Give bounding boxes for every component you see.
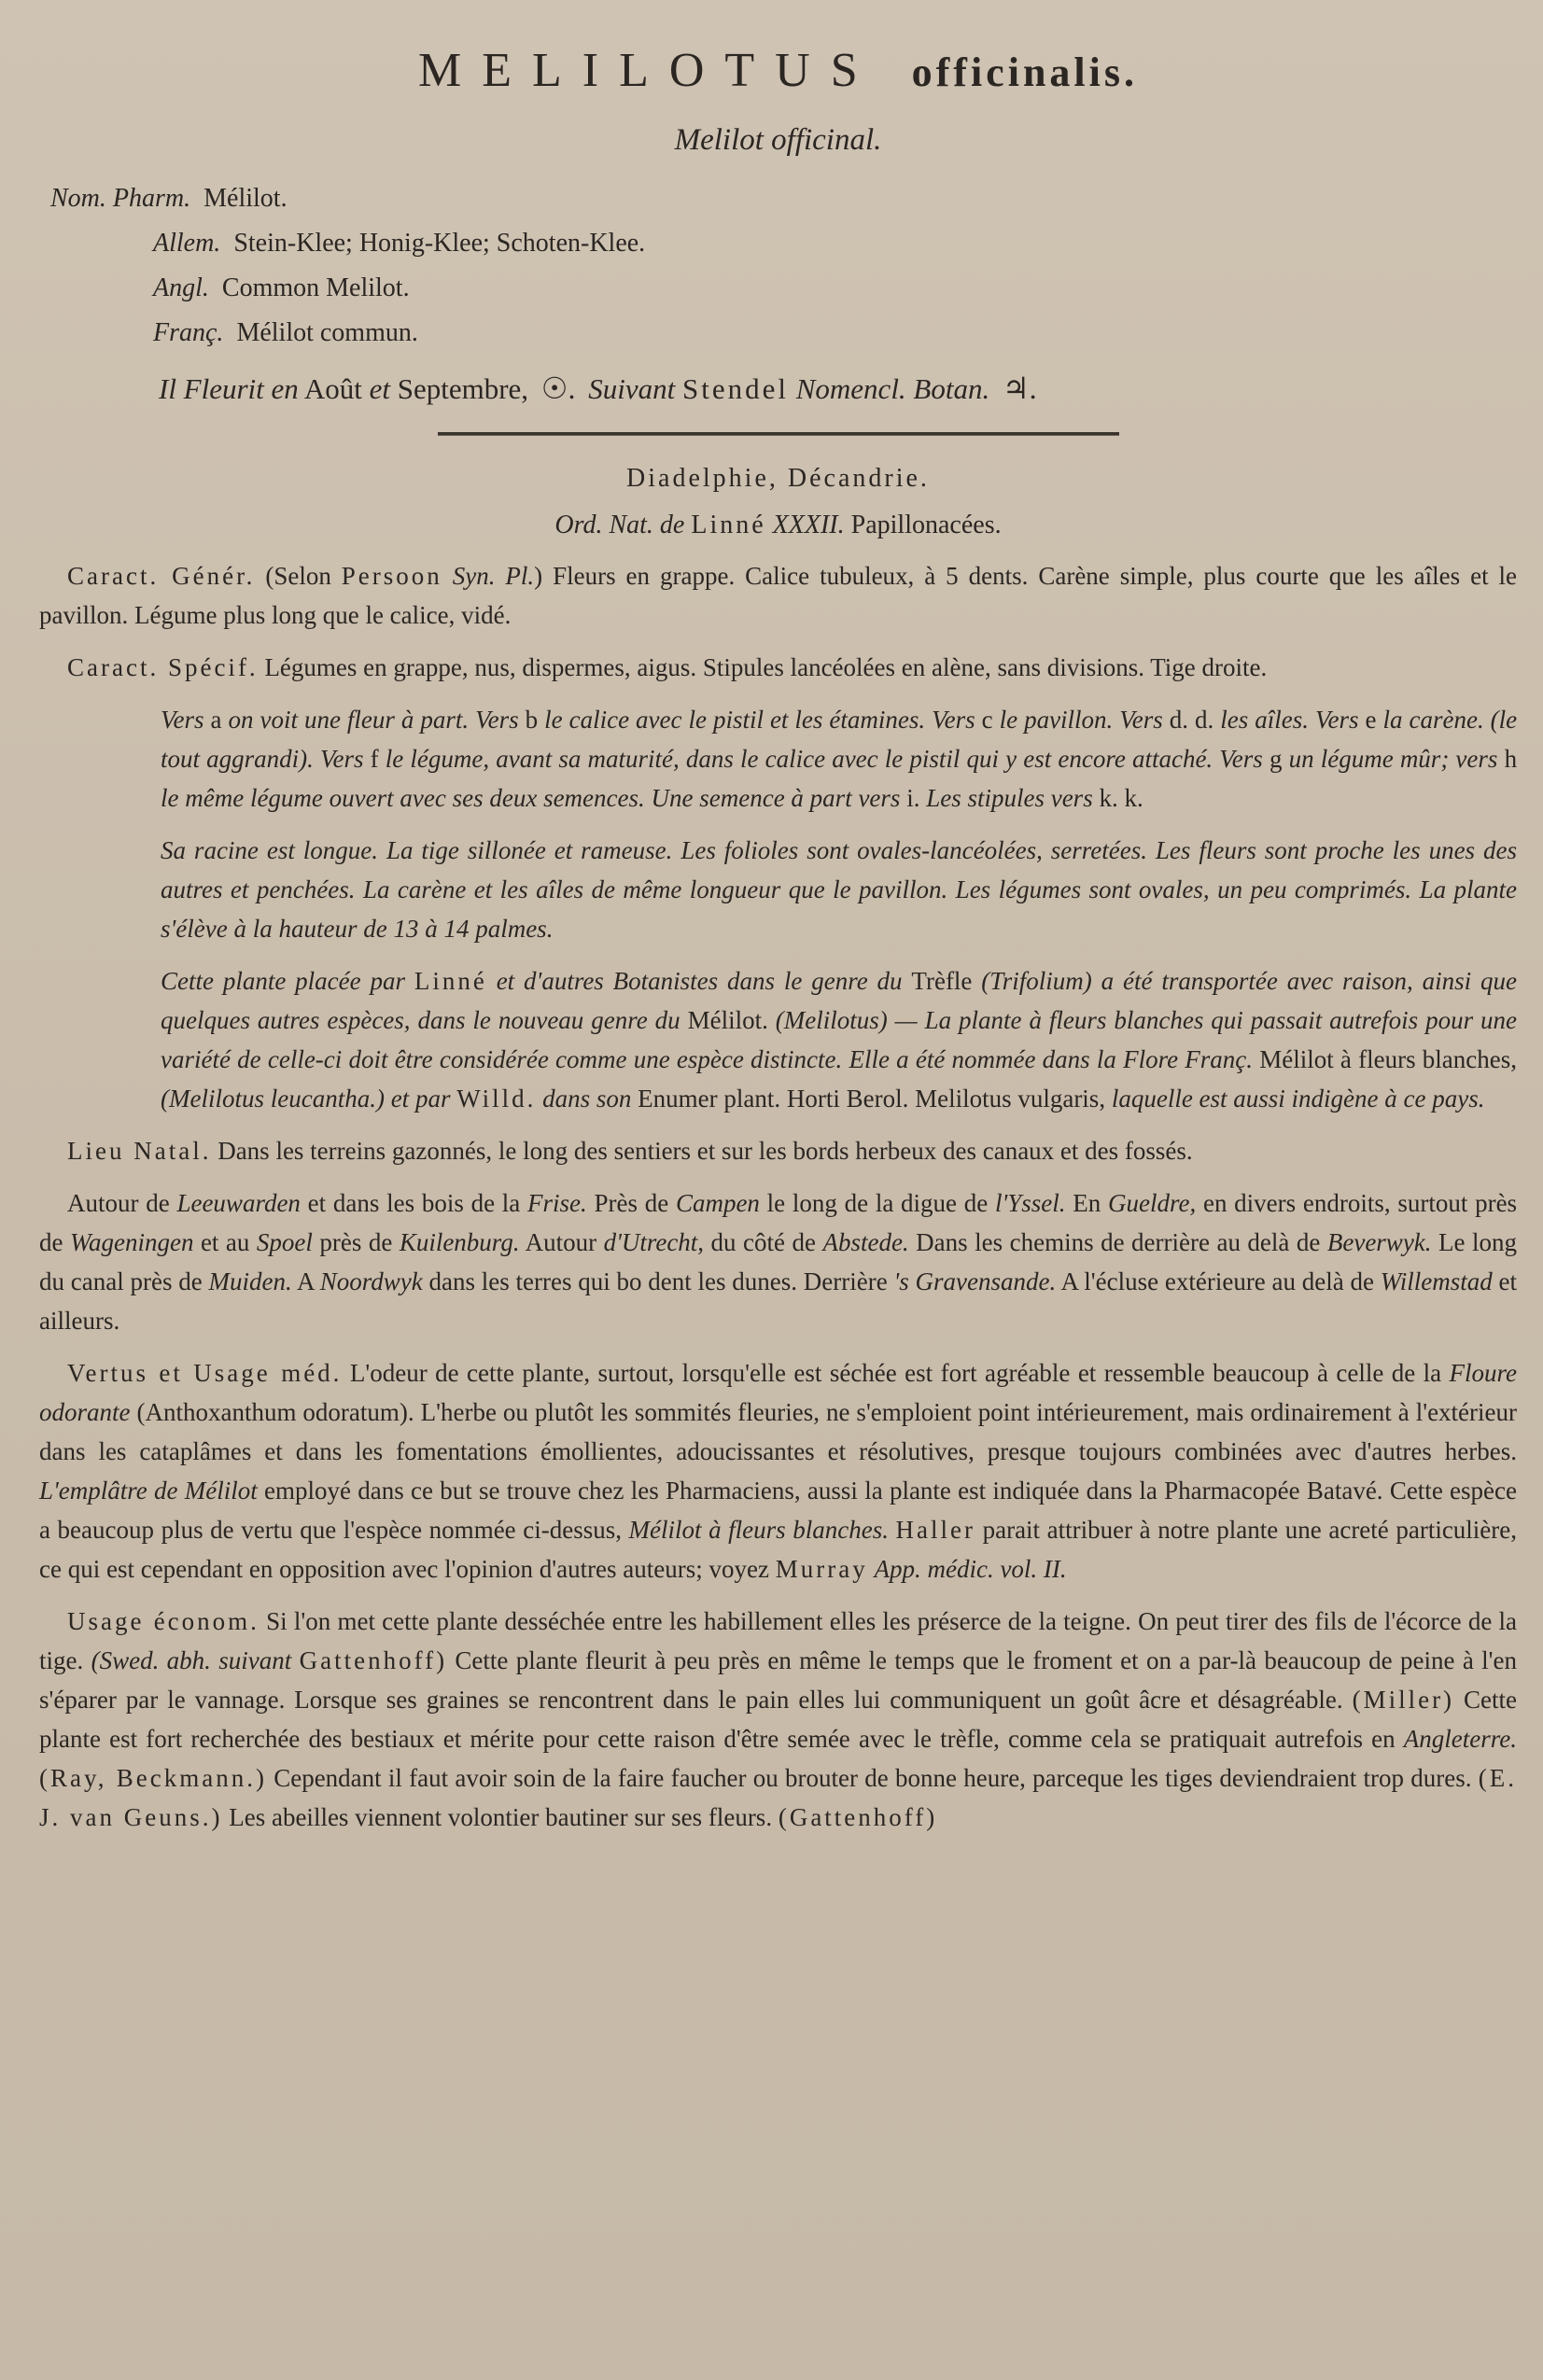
paragraph-text: (Anthoxanthum odoratum). L'herbe ou plutôt les sommités fleuries, ne s'emploient point intérieurement, mais ordinairement à l'extérieur dans les cataplâmes et dans les fomentations émollientes, adoucissantes et résolutives, presque toujours combinées avec d'autres herbes. (39, 1398, 1517, 1465)
legend-text: Vers (161, 706, 204, 734)
legend-text: la carène. (le tout aggrandi). Vers (161, 706, 1518, 773)
order-text: Ord. Nat. de (554, 511, 685, 539)
place-name: Willemstad (1380, 1267, 1493, 1295)
reference: Syn. Pl. (452, 562, 535, 590)
paragraph-text: Cette plante fleurit à peu près en même le temps que le froment et on a par-là beaucoup de peine à l'en s'éparer par le vannage. Lorsque ses graines se rencontrent dans le pain elles lui communiquent un goût âcre et désagréable. (39, 1646, 1517, 1714)
paragraph-text: employé dans ce but se trouve chez les Pharmaciens, aussi la plante est indiquée dans la Pharmacopée Batavé. Cette espèce a beaucoup plus de vertu que l'espèce nommée ci-dessus, (39, 1477, 1518, 1544)
place-name: Angleterre. (1403, 1725, 1517, 1753)
figure-letter: d. d. (1169, 706, 1214, 734)
section-label: Usage économ. (67, 1607, 260, 1635)
caract-gener-paragraph (39, 556, 1517, 635)
figure-legend (161, 700, 1517, 818)
remark-text: (Trifolium) (981, 967, 1092, 995)
place-name: Noordwyk (319, 1267, 423, 1295)
locality-text: A (296, 1267, 314, 1295)
order-number: XXXII. (772, 511, 845, 539)
place-name: 's Gravensande. (893, 1267, 1057, 1295)
genus-name: MELILOTUS (418, 44, 878, 97)
french-name: Melilot officinal. (674, 123, 882, 157)
locality-text: Autour (525, 1228, 597, 1256)
paragraph-text: Dans les terreins gazonnés, le long des sentiers et sur les bords herbeux des canaux et des fossés. (217, 1137, 1193, 1165)
legend-text: le calice avec le pistil et les étamines. Vers (544, 706, 975, 734)
figure-letter: k. k. (1099, 784, 1143, 812)
place-name: Wageningen (69, 1228, 194, 1256)
place-name: Muiden. (208, 1267, 292, 1295)
species-name: officinalis. (911, 49, 1138, 95)
legend-text: le pavillon. Vers (999, 706, 1163, 734)
flowering-text: Il Fleurit en (159, 372, 299, 405)
remark-text: Cette plante placée par (161, 967, 405, 995)
nom-value: Mélilot. (203, 184, 288, 213)
nom-value: Common Melilot. (221, 273, 410, 302)
author-name: Persoon (341, 562, 442, 590)
author-name: Linné (414, 967, 487, 995)
paragraph-text: (Selon (265, 562, 331, 590)
paragraph-text: Cependant il faut avoir soin de la faire faucher ou brouter de bonne heure, parceque les tiges deviendraient trop dures. (274, 1764, 1472, 1792)
order-line (39, 502, 1517, 549)
legend-text: le légume, avant sa maturité, dans le calice avec le pistil qui y est encore attaché. Vers (385, 745, 1263, 773)
flowering-line (159, 371, 1517, 406)
section-label: Caract. Génér. (67, 562, 256, 590)
remark-text: (Melilotus) — La plante à fleurs blanches qui passait autrefois pour une variété de celle-ci doit être considérée comme une espèce distincte. Elle a été nommée dans la Flore Franç. (161, 1006, 1517, 1073)
preparation-name: L'emplâtre de Mélilot (39, 1477, 258, 1505)
place-name: l'Yssel. (994, 1189, 1066, 1217)
paragraph-text: Les abeilles viennent volontier bautiner sur ses fleurs. (229, 1803, 773, 1831)
author-name: Haller (895, 1516, 976, 1544)
place-name: Gueldre, (1108, 1189, 1197, 1217)
figure-letter: e (1365, 706, 1377, 734)
figure-letter: g (1269, 745, 1283, 773)
locality-text: dans les terres qui bo dent les dunes. Derrière (428, 1267, 888, 1295)
classification (39, 455, 1517, 549)
nom-label: Allem. (153, 229, 221, 258)
remark-text: laquelle est aussi indigène à ce pays. (1111, 1085, 1485, 1113)
figure-letter: b (525, 706, 539, 734)
order-author: Linné (691, 511, 766, 539)
place-name: Kuilenburg. (399, 1228, 520, 1256)
locality-text: Près de (594, 1189, 669, 1217)
genus-ref: Melilotus vulgaris, (915, 1085, 1106, 1113)
remark-text: et par (390, 1085, 451, 1113)
place-name: Campen (675, 1189, 760, 1217)
reference: Enumer plant. Horti Berol. (638, 1085, 909, 1113)
plant-name: Floure odorante (39, 1359, 1518, 1426)
nom-label: Nom. Pharm. (50, 184, 191, 213)
plant-name: Mélilot à fleurs blanches. (628, 1516, 889, 1544)
body-text (39, 556, 1517, 1837)
lieu-natal-paragraph (39, 1131, 1517, 1170)
page-title (39, 44, 1517, 97)
perennial-symbol-icon: ♃. (1002, 371, 1037, 405)
remark-text: dans son (542, 1085, 632, 1113)
locality-text: près de (319, 1228, 393, 1256)
reference: App. médic. vol. II. (874, 1555, 1067, 1583)
remark-text: (Melilotus leucantha.) (161, 1085, 385, 1113)
flowering-text: Suivant (588, 372, 676, 405)
nomenclature-list (50, 176, 1517, 356)
flowering-month: Août (303, 372, 362, 405)
nom-row-franc (50, 311, 1517, 356)
locality-text: Le long du canal près de (39, 1228, 1517, 1295)
place-name: Frise. (527, 1189, 587, 1217)
author-name: Willd. (456, 1085, 537, 1113)
locality-text: Dans les chemins de derrière au delà de (916, 1228, 1321, 1256)
flowering-text: et (369, 372, 390, 405)
place-name: Abstede. (822, 1228, 909, 1256)
genus-ref: Mélilot à fleurs blanches, (1259, 1045, 1517, 1073)
author-name: Gattenhoff) (299, 1646, 448, 1674)
remarks-paragraph (161, 961, 1517, 1118)
divider-rule (438, 432, 1119, 435)
nom-label: Angl. (153, 273, 209, 302)
annual-symbol-icon: ☉. (540, 371, 576, 405)
paragraph-text: Légumes en grappe, nus, dispermes, aigus. Stipules lancéolées en alène, sans divisions. Tige droite. (264, 653, 1268, 681)
figure-letter: a (210, 706, 222, 734)
paragraph-text: L'odeur de cette plante, surtout, lorsqu'elle est séchée est fort agréable et ressemble beaucoup à celle de la (349, 1359, 1442, 1387)
legend-text: on voit une fleur à part. Vers (228, 706, 519, 734)
figure-letter: h (1504, 745, 1518, 773)
genus-ref: Mélilot. (687, 1006, 768, 1034)
legend-text: les aîles. Vers (1220, 706, 1359, 734)
place-name: d'Utrecht, (603, 1228, 705, 1256)
paragraph-text: Si l'on met cette plante desséchée entre les habillement elles les préserce de la teigne. On peut tirer des fils de l'écorce de la tige. (39, 1607, 1518, 1674)
author-name: (Ray, Beckmann.) (39, 1764, 267, 1792)
nom-value: Mélilot commun. (236, 318, 418, 347)
paragraph-text: ) Fleurs en grappe. Calice tubuleux, à 5 dents. Carène simple, plus courte que les aîles et le pavillon. Légume plus long que le calice, vidé. (39, 562, 1518, 629)
figure-letter: f (370, 745, 379, 773)
locality-text: du côté de (710, 1228, 816, 1256)
flowering-author: Stendel (681, 372, 789, 405)
vertus-paragraph (39, 1353, 1517, 1589)
localities-paragraph (39, 1183, 1517, 1340)
locality-text: et dans les bois de la (307, 1189, 521, 1217)
remark-text: a été transportée avec raison, ainsi que quelques autres espèces, dans le nouveau genre du (161, 967, 1517, 1034)
paragraph-text: Cette plante est fort recherchée des bestiaux et mérite pour cette raison d'être semée avec le trèfle, comme cela se pratiquait autrefois en (39, 1686, 1518, 1753)
author-name: (Miller) (1352, 1686, 1455, 1714)
nom-row-angl (50, 266, 1517, 311)
caract-specif-paragraph (39, 648, 1517, 687)
locality-text: en divers endroits, surtout près de (39, 1189, 1518, 1256)
place-name: Beverwyk. (1326, 1228, 1432, 1256)
author-name: Murray (775, 1555, 868, 1583)
nom-label: Franç. (153, 318, 224, 347)
author-name: (E. J. van Geuns.) (39, 1764, 1518, 1831)
locality-text: En (1073, 1189, 1101, 1217)
order-family: Papillonacées. (850, 511, 1002, 539)
genus-ref: Trèfle (911, 967, 973, 995)
description-paragraph: Sa racine est longue. La tige sillonée et rameuse. Les folioles sont ovales-lancéolées, serretées. Les fleurs sont proche les unes des autres et penchées. La carène et les aîles de même longueur que le pavillon. Les légumes sont ovales, un peu comprimés. La plante s'élève à la hauteur de 13 à 14 palmes. (161, 836, 1517, 943)
class-line: Diadelphie, Décandrie. (626, 464, 930, 493)
nom-row-allem (50, 221, 1517, 266)
locality-text: le long de la digue de (766, 1189, 989, 1217)
nom-row-pharm (50, 176, 1517, 221)
section-label: Vertus et Usage méd. (67, 1359, 343, 1387)
nom-value: Stein-Klee; Honig-Klee; Schoten-Klee. (233, 229, 646, 258)
remark-text: et d'autres Botanistes dans le genre du (496, 967, 903, 995)
figure-letter: i. (906, 784, 920, 812)
flowering-ref: Nomencl. Botan. (795, 372, 990, 405)
locality-text: A l'écluse extérieure au delà de (1060, 1267, 1375, 1295)
legend-text: le même légume ouvert avec ses deux semences. Une semence à part vers (161, 784, 901, 812)
locality-text: Autour de (67, 1189, 170, 1217)
figure-letter: c (981, 706, 993, 734)
place-name: Spoel (256, 1228, 313, 1256)
section-label: Lieu Natal. (67, 1137, 212, 1165)
paragraph-text: parait attribuer à notre plante une acreté particulière, ce qui est cependant en opposition avec l'opinion d'autres auteurs; voyez (39, 1516, 1518, 1583)
flowering-month: Septembre, (397, 372, 529, 405)
section-label: Caract. Spécif. (67, 653, 259, 681)
author-name: (Gattenhoff) (778, 1803, 938, 1831)
usage-paragraph (39, 1602, 1517, 1837)
legend-text: un légume mûr; vers (1288, 745, 1498, 773)
legend-text: Les stipules vers (926, 784, 1093, 812)
locality-text: et ailleurs. (39, 1267, 1518, 1335)
reference: (Swed. abh. suivant (91, 1646, 292, 1674)
locality-text: et au (200, 1228, 250, 1256)
place-name: Leeuwarden (176, 1189, 301, 1217)
